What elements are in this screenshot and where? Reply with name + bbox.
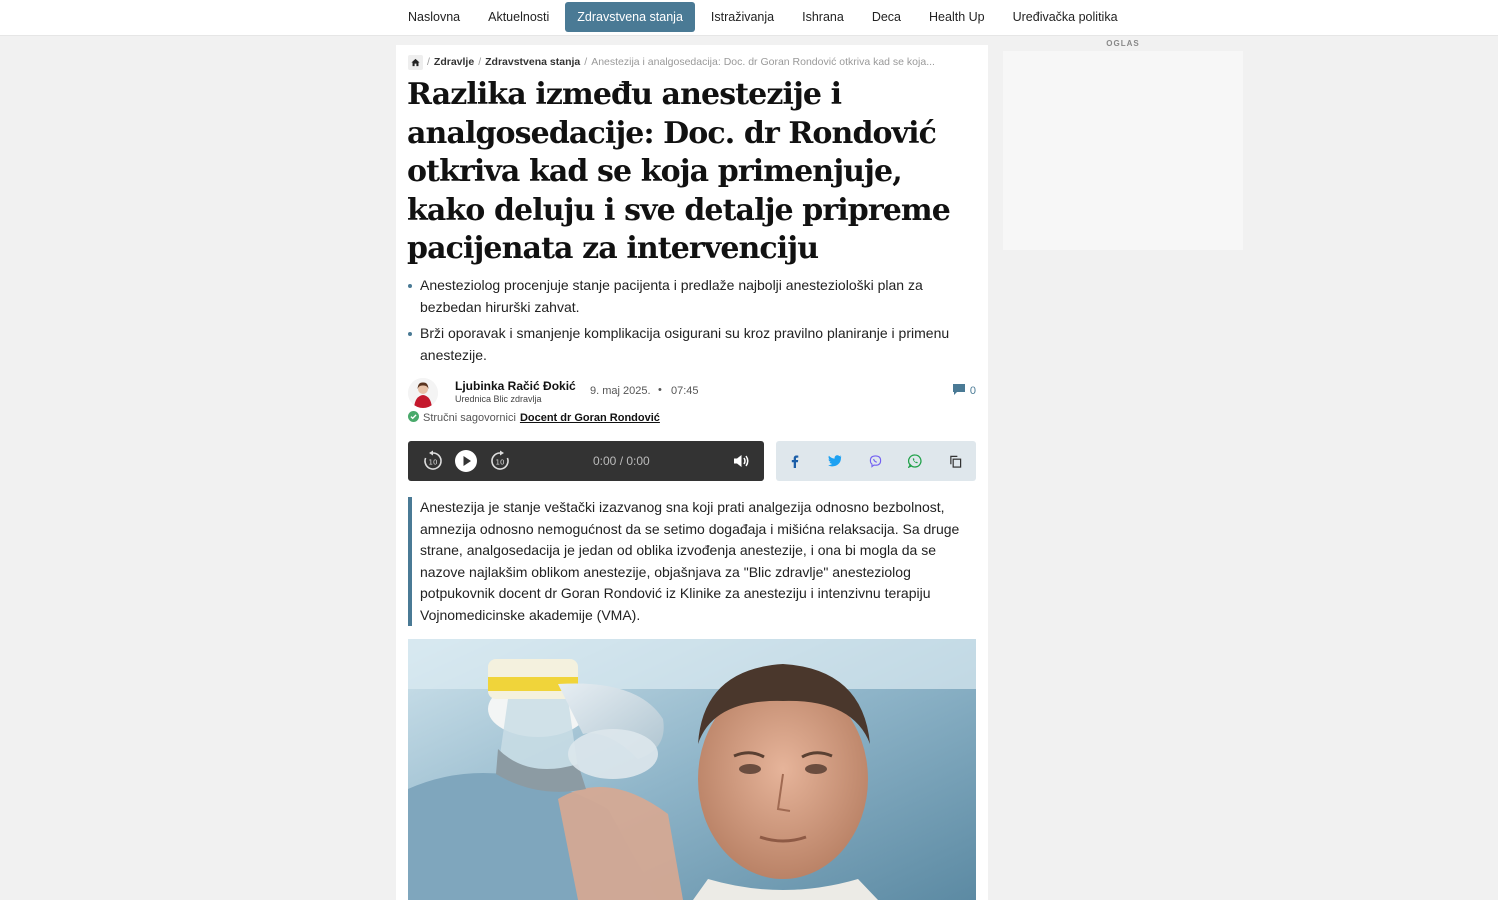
expert-link[interactable]: Docent dr Goran Rondović: [519, 412, 660, 424]
volume-icon[interactable]: [729, 449, 753, 473]
breadcrumb-current: Anestezija i analgosedacija: Doc. dr Goran Rondović otkriva kad se koja...: [591, 56, 935, 68]
twitter-icon[interactable]: [826, 452, 844, 470]
svg-text:10: 10: [428, 458, 438, 467]
nav-item-deca[interactable]: Deca: [871, 10, 902, 24]
breadcrumb: [408, 54, 968, 70]
copy-icon[interactable]: [946, 452, 964, 470]
ad-placeholder: [1003, 51, 1243, 250]
nav-items: [396, 2, 1134, 32]
breadcrumb-item-zdravlje[interactable]: Zdravlje: [433, 56, 475, 68]
intro-paragraph: Anestezija je stanje veštački izazvanog sna koji prati analgezija odnosno bezbolnost, amnezija odnosno nemogućnost da se setimo događaja i mišićna relaksacija. Sa druge strane, analgosedacija je jedan od oblika izvođenja anestezije, i ona bi mogla da se nazove najlakšim oblikom anestezije, objašnjava za "Blic zdravlje" anesteziolog potpukovnik docent dr Goran Rondović iz Klinike za anesteziju i intenzivnu terapiju Vojnomedicinske akademije (VMA).: [408, 497, 976, 626]
verified-check-icon: [408, 411, 419, 425]
publish-date: 9. maj 2025.: [590, 385, 651, 397]
comments-count: 0: [969, 385, 976, 397]
audio-player: [408, 441, 764, 481]
nav-item-zdravstvena-stanja[interactable]: Zdravstvena stanja: [565, 2, 695, 32]
author-name[interactable]: Ljubinka Račić Đokić: [455, 379, 576, 393]
breadcrumb-separator: /: [478, 56, 482, 68]
lead-item: Brži oporavak i smanjenje komplikacija osigurani su kroz pravilno planiranje i primenu anestezije.: [408, 323, 968, 366]
play-button[interactable]: [454, 449, 478, 473]
audio-time: 0:00 / 0:00: [593, 454, 650, 468]
whatsapp-icon[interactable]: [906, 452, 924, 470]
author-role: Urednica Blic zdravlja: [455, 394, 542, 404]
expert-sources: [408, 411, 660, 425]
ad-label: OGLAS: [1106, 39, 1140, 48]
article: [396, 45, 988, 900]
lead-item: Anesteziolog procenjuje stanje pacijenta i predlaže najbolji anesteziološki plan za bezbedan hirurški zahvat.: [408, 275, 968, 318]
nav-item-naslovna[interactable]: Naslovna: [408, 10, 461, 24]
nav-item-istrazivanja[interactable]: Istraživanja: [710, 10, 775, 24]
top-navigation: [0, 0, 1498, 36]
comments-link[interactable]: [952, 383, 976, 399]
viber-icon[interactable]: [866, 452, 884, 470]
author-row: [408, 378, 976, 410]
breadcrumb-item-zdravstvena-stanja[interactable]: Zdravstvena stanja: [485, 56, 581, 68]
breadcrumb-separator: /: [427, 56, 430, 68]
hero-image[interactable]: [408, 639, 976, 900]
nav-item-aktuelnosti[interactable]: Aktuelnosti: [488, 10, 550, 24]
breadcrumb-separator: /: [584, 56, 588, 68]
facebook-icon[interactable]: [786, 452, 804, 470]
date-separator: •: [658, 384, 662, 396]
article-headline: Razlika između anestezije i analgosedacije: Doc. dr Rondović otkriva kad se koja primenjuje, kako deluju i sve detalje pripreme pacijenata za intervenciju: [407, 77, 950, 266]
svg-text:10: 10: [495, 458, 505, 467]
nav-item-uredjivacka-politika[interactable]: Uređivačka politika: [1012, 10, 1118, 24]
comment-icon: [952, 383, 966, 399]
publish-time: 07:45: [671, 385, 699, 397]
share-bar: [776, 441, 976, 481]
author-avatar[interactable]: [408, 378, 438, 408]
forward-10-icon[interactable]: [488, 449, 512, 473]
nav-item-ishrana[interactable]: Ishrana: [802, 10, 844, 24]
rewind-10-icon[interactable]: [421, 449, 445, 473]
nav-item-health-up[interactable]: Health Up: [929, 10, 985, 24]
experts-label: Stručni sagovornici: [423, 412, 516, 424]
home-icon[interactable]: [408, 55, 423, 70]
lead-list: [408, 275, 968, 371]
